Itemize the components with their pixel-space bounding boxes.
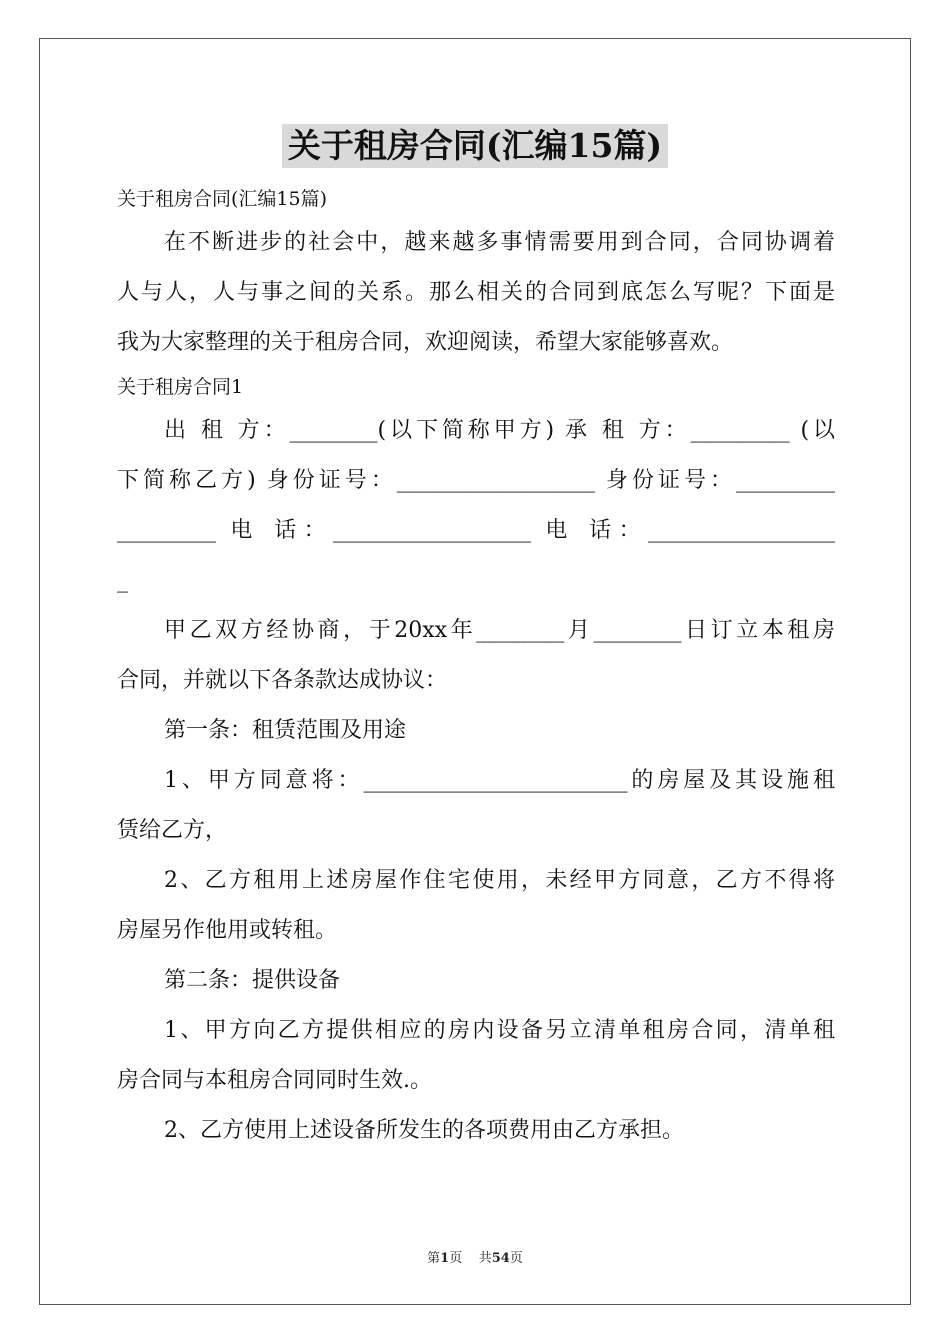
article-1-item-2-line-1: 2、乙方租用上述房屋作住宅使用，未经甲方同意，乙方不得将 bbox=[164, 868, 835, 893]
agreement-line-2: 合同，并就以下各条款达成协议： bbox=[117, 668, 448, 693]
article-2-item-1-line-1: 1、甲方向乙方提供相应的房内设备另立清单租房合同，清单租 bbox=[164, 1018, 835, 1043]
parties-line-4: _ bbox=[117, 568, 128, 593]
parties-line-1: 出 租 方：________(以下简称甲方) 承 租 方：_________ (以 bbox=[164, 418, 835, 443]
page-suffix: 页 bbox=[449, 1251, 463, 1266]
intro-line-3: 我为大家整理的关于租房合同，欢迎阅读，希望大家能够喜欢。 bbox=[117, 330, 734, 355]
parties-line-2: 下简称乙方) 身份证号：__________________ 身份证号：_________ bbox=[117, 468, 835, 493]
article-2-item-1-line-2: 房合同与本租房合同同时生效.。 bbox=[117, 1068, 432, 1093]
document-title: 关于租房合同(汇编15篇) bbox=[282, 124, 668, 168]
article-1-heading: 第一条：租赁范围及用途 bbox=[164, 718, 407, 743]
section-heading-contract-1: 关于租房合同1 bbox=[117, 376, 244, 398]
document-subtitle: 关于租房合同(汇编15篇) bbox=[117, 188, 328, 210]
article-2-item-2: 2、乙方使用上述设备所发生的各项费用由乙方承担。 bbox=[164, 1118, 684, 1143]
article-1-item-2-line-2: 房屋另作他用或转租。 bbox=[117, 918, 338, 943]
total-prefix: 共 bbox=[478, 1251, 492, 1266]
page-prefix: 第 bbox=[427, 1251, 441, 1266]
intro-line-1: 在不断进步的社会中，越来越多事情需要用到合同，合同协调着 bbox=[164, 230, 835, 255]
agreement-line-1: 甲乙双方经协商，于20xx年________月________日订立本租房 bbox=[164, 618, 835, 643]
total-pages: 54 bbox=[491, 1251, 510, 1266]
page-number: 1 bbox=[440, 1251, 450, 1266]
document-body bbox=[117, 180, 835, 1156]
page-footer bbox=[0, 1247, 950, 1266]
total-suffix: 页 bbox=[509, 1251, 523, 1266]
intro-line-2: 人与人，人与事之间的关系。那么相关的合同到底怎么写呢？下面是 bbox=[117, 280, 835, 305]
article-1-item-1-line-1: 1、甲方同意将：________________________的房屋及其设施租 bbox=[164, 768, 835, 793]
article-2-heading: 第二条：提供设备 bbox=[164, 968, 341, 993]
parties-line-3: _________ 电 话：__________________ 电 话：_________________ bbox=[117, 518, 835, 543]
title-container bbox=[0, 124, 950, 168]
article-1-item-1-line-2: 赁给乙方， bbox=[117, 818, 228, 843]
